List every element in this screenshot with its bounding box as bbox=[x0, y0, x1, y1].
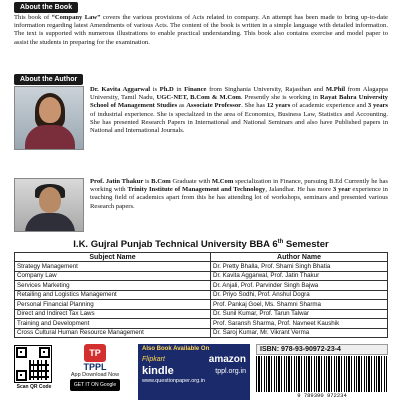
author-cell: Dr. Priyo Sodhi, Prof. Anshul Dogra bbox=[211, 290, 388, 300]
subject-cell: Cross Cultural Human Resource Management bbox=[15, 328, 211, 338]
table-row bbox=[15, 290, 388, 300]
available-on-panel bbox=[138, 344, 250, 400]
author-cell: Prof. Saransh Sharma, Prof. Navneet Kaushik bbox=[211, 319, 388, 329]
subject-cell: Direct and Indirect Tax Laws bbox=[15, 309, 211, 319]
about-book-text bbox=[14, 14, 388, 47]
tppl-app-download: App Download Now bbox=[70, 372, 120, 378]
tppl-brand: TPPL bbox=[83, 362, 107, 372]
author-cell: Dr. Kavita Aggarwal, Prof. Jatin Thakur bbox=[211, 271, 388, 281]
book-text-pre: This book of bbox=[14, 14, 52, 21]
author-cell: Dr. Pretty Bhalla, Prof. Shami Singh Bhatia bbox=[211, 262, 388, 272]
university-heading: I.K. Gujral Punjab Technical University BBA 6th Semester bbox=[73, 239, 329, 251]
author-cell: Dr. Anjali, Prof. Parvinder Singh Bajwa bbox=[211, 281, 388, 291]
questionpaper-website[interactable]: www.questionpaper.org.in bbox=[142, 378, 205, 384]
book-title-bold: “Company Law” bbox=[51, 14, 101, 21]
table-header-row bbox=[15, 253, 388, 262]
subject-cell: Training and Development bbox=[15, 319, 211, 329]
subject-cell: Strategy Management bbox=[15, 262, 211, 272]
table-row bbox=[15, 319, 388, 329]
tppl-app-block[interactable] bbox=[58, 344, 132, 398]
subjects-table bbox=[14, 252, 388, 338]
author-photo-kavita bbox=[14, 86, 84, 150]
table-row bbox=[15, 271, 388, 281]
kindle-logo[interactable]: kindle bbox=[142, 365, 174, 377]
isbn-block bbox=[256, 344, 388, 400]
table-row bbox=[15, 328, 388, 338]
qr-caption: Scan QR Code bbox=[16, 384, 52, 390]
tppl-logo-icon: TP bbox=[84, 344, 106, 362]
author-bio-kavita: Dr. Kavita Aggarwal is Ph.D in Finance from Singhania University, Rajasthan and M.Phil from Alagappa University, Tamil Nadu, UGC-NET, B.Com & M.Com. Presently she is working in Rayat Bahra University School of Management Studies as Associate Professor. She has 12 years of academic experience and 3 years of industrial experience. She is specialized in the area of Economics, Business Law, Statistics and Accounting. She has presented Research Papers in International and National Seminars and also have Published papers in National and International Journals. bbox=[90, 86, 388, 135]
author-cell: Prof. Pankaj Goel, Ms. Shamni Sharma bbox=[211, 300, 388, 310]
about-author-tag: About the Author bbox=[14, 74, 83, 85]
tppl-website[interactable]: tppl.org.in bbox=[215, 367, 246, 375]
author-cell: Dr. Sunil Kumar, Prof. Tarun Talwar bbox=[211, 309, 388, 319]
barcode-icon bbox=[256, 356, 388, 392]
book-text-post: covers the various provisions of Acts related to company. An attempt has been made to bring up-to-date information regarding latest Amendments of various Acts. The content of the book is written in a simple language with detailed information. The text is supported with numerous illustrations to enable practical understanding. This book also contains exercise and model paper to assist the students in preparing for the examination. bbox=[14, 14, 388, 46]
table-row bbox=[15, 300, 388, 310]
author-cell: Dr. Saroj Kumar, Mr. Vikrant Verma bbox=[211, 328, 388, 338]
flipkart-logo[interactable]: Flipkart bbox=[142, 356, 165, 363]
qr-code-block[interactable] bbox=[14, 345, 54, 390]
author-bio-jatin: Prof. Jatin Thakur is B.Com Graduate with M.Com specialization in Finance, pursuing B.Ed Currently he has working with Trinity Institute of Management and Technology, Jalandhar. He has more 3 year experience in teaching field of academics apart from this he has attending lot of workshops, seminars and presented various Research papers. bbox=[90, 178, 388, 210]
author-kavita bbox=[14, 86, 388, 186]
barcode-digits: 9 789390 972234 bbox=[297, 392, 347, 399]
subject-cell: Retailing and Logistics Management bbox=[15, 290, 211, 300]
author-jatin bbox=[14, 178, 388, 234]
subject-name-header: Subject Name bbox=[15, 253, 211, 262]
qr-code-icon[interactable] bbox=[14, 345, 52, 383]
footer-band bbox=[0, 344, 400, 400]
author-photo-jatin bbox=[14, 178, 84, 232]
available-on-heading: Also Book Available On bbox=[142, 346, 210, 352]
table-row bbox=[15, 309, 388, 319]
about-book-tag: About the Book bbox=[14, 2, 78, 13]
subject-cell: Personal Financial Planning bbox=[15, 300, 211, 310]
amazon-logo[interactable]: amazon bbox=[208, 354, 246, 365]
table-row bbox=[15, 281, 388, 291]
table-row bbox=[15, 262, 388, 272]
subject-cell: Company Law bbox=[15, 271, 211, 281]
isbn-label: ISBN: 978-93-90972-23-4 bbox=[256, 344, 388, 355]
author-name-header: Author Name bbox=[211, 253, 388, 262]
google-play-badge[interactable]: GET IT ON Google Play bbox=[70, 379, 120, 391]
subject-cell: Services Marketing bbox=[15, 281, 211, 291]
